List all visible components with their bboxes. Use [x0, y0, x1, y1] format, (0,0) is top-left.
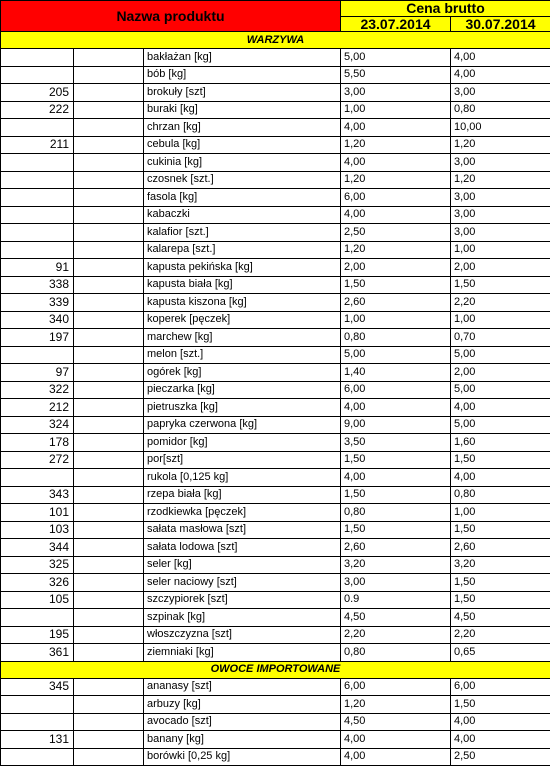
empty-cell	[74, 644, 144, 662]
price-date-2: 6,00	[451, 678, 550, 696]
empty-cell	[74, 154, 144, 172]
empty-cell	[74, 49, 144, 67]
price-date-1: 6,00	[341, 189, 451, 207]
product-code: 91	[1, 259, 74, 277]
price-date-1: 9,00	[341, 416, 451, 434]
price-date-1: 3,00	[341, 574, 451, 592]
price-date-1: 1,00	[341, 311, 451, 329]
table-row	[1, 311, 550, 329]
price-date-1: 6,00	[341, 678, 451, 696]
table-row	[1, 276, 550, 294]
price-date-1: 5,00	[341, 49, 451, 67]
price-date-1: 1,40	[341, 364, 451, 382]
product-code	[1, 346, 74, 364]
table-row	[1, 574, 550, 592]
product-code: 322	[1, 381, 74, 399]
empty-cell	[74, 171, 144, 189]
product-name: cukinia [kg]	[144, 154, 341, 172]
product-name: kapusta pekińska [kg]	[144, 259, 341, 277]
table-row	[1, 101, 550, 119]
price-date-2: 1,50	[451, 451, 550, 469]
table-row	[1, 591, 550, 609]
empty-cell	[74, 486, 144, 504]
product-code	[1, 119, 74, 137]
product-name: kapusta kiszona [kg]	[144, 294, 341, 312]
product-name: melon [szt.]	[144, 346, 341, 364]
price-date-1: 5,50	[341, 66, 451, 84]
empty-cell	[74, 539, 144, 557]
empty-cell	[74, 574, 144, 592]
product-name: kapusta biała [kg]	[144, 276, 341, 294]
product-code	[1, 206, 74, 224]
empty-cell	[74, 696, 144, 714]
table-row	[1, 556, 550, 574]
price-date-1: 1,20	[341, 171, 451, 189]
price-date-2: 4,00	[451, 49, 550, 67]
empty-cell	[74, 416, 144, 434]
empty-cell	[74, 504, 144, 522]
price-date-2: 4,00	[451, 731, 550, 749]
empty-cell	[74, 521, 144, 539]
price-date-1: 4,50	[341, 713, 451, 731]
price-date-2: 2,50	[451, 748, 550, 766]
price-date-1: 4,00	[341, 748, 451, 766]
product-name: chrzan [kg]	[144, 119, 341, 137]
product-name: cebula [kg]	[144, 136, 341, 154]
price-date-2: 5,00	[451, 346, 550, 364]
product-name: ziemniaki [kg]	[144, 644, 341, 662]
price-date-2: 1,20	[451, 136, 550, 154]
header-date-2: 30.07.2014	[451, 16, 550, 32]
empty-cell	[74, 241, 144, 259]
table-row	[1, 521, 550, 539]
product-name: bakłażan [kg]	[144, 49, 341, 67]
price-date-1: 4,00	[341, 469, 451, 487]
price-date-2: 1,60	[451, 434, 550, 452]
product-code: 197	[1, 329, 74, 347]
price-date-1: 6,00	[341, 381, 451, 399]
product-code	[1, 189, 74, 207]
table-row	[1, 451, 550, 469]
table-row	[1, 224, 550, 242]
product-name: pieczarka [kg]	[144, 381, 341, 399]
table-body	[1, 32, 550, 766]
product-code	[1, 154, 74, 172]
price-date-1: 0,80	[341, 504, 451, 522]
product-name: por[szt]	[144, 451, 341, 469]
product-code: 324	[1, 416, 74, 434]
section-row	[1, 32, 550, 49]
product-code: 211	[1, 136, 74, 154]
product-name: szpinak [kg]	[144, 609, 341, 627]
empty-cell	[74, 136, 144, 154]
empty-cell	[74, 101, 144, 119]
table-row	[1, 539, 550, 557]
price-date-2: 1,00	[451, 504, 550, 522]
price-date-2: 2,00	[451, 364, 550, 382]
product-name: arbuzy [kg]	[144, 696, 341, 714]
price-date-2: 1,00	[451, 311, 550, 329]
price-date-2: 4,50	[451, 609, 550, 627]
price-date-1: 2,60	[341, 294, 451, 312]
empty-cell	[74, 713, 144, 731]
price-date-1: 0,80	[341, 329, 451, 347]
product-name: avocado [szt]	[144, 713, 341, 731]
price-date-2: 3,00	[451, 84, 550, 102]
header-price-label: Cena brutto	[341, 1, 550, 17]
price-date-1: 2,50	[341, 224, 451, 242]
price-date-2: 1,50	[451, 276, 550, 294]
price-date-1: 1,20	[341, 136, 451, 154]
section-title: OWOCE IMPORTOWANE	[1, 661, 550, 678]
price-date-1: 4,00	[341, 119, 451, 137]
empty-cell	[74, 364, 144, 382]
product-code: 326	[1, 574, 74, 592]
product-code	[1, 609, 74, 627]
price-date-1: 4,00	[341, 731, 451, 749]
empty-cell	[74, 329, 144, 347]
price-date-2: 0,65	[451, 644, 550, 662]
empty-cell	[74, 66, 144, 84]
empty-cell	[74, 748, 144, 766]
product-name: kalafior [szt.]	[144, 224, 341, 242]
price-date-1: 3,00	[341, 84, 451, 102]
product-code: 205	[1, 84, 74, 102]
table-row	[1, 206, 550, 224]
empty-cell	[74, 189, 144, 207]
section-title: WARZYWA	[1, 32, 550, 49]
price-date-1: 1,50	[341, 451, 451, 469]
product-name: fasola [kg]	[144, 189, 341, 207]
product-name: brokuły [szt]	[144, 84, 341, 102]
header-product-name: Nazwa produktu	[1, 1, 341, 32]
price-date-1: 1,50	[341, 486, 451, 504]
empty-cell	[74, 609, 144, 627]
product-name: buraki [kg]	[144, 101, 341, 119]
table-row	[1, 171, 550, 189]
price-date-1: 4,50	[341, 609, 451, 627]
product-code: 101	[1, 504, 74, 522]
product-code	[1, 171, 74, 189]
product-name: rukola [0,125 kg]	[144, 469, 341, 487]
product-code	[1, 66, 74, 84]
product-name: banany [kg]	[144, 731, 341, 749]
product-code	[1, 696, 74, 714]
product-name: włoszczyzna [szt]	[144, 626, 341, 644]
price-date-1: 4,00	[341, 206, 451, 224]
price-date-1: 3,50	[341, 434, 451, 452]
price-date-1: 4,00	[341, 154, 451, 172]
table-row	[1, 294, 550, 312]
product-name: seler naciowy [szt]	[144, 574, 341, 592]
table-row	[1, 381, 550, 399]
product-name: bób [kg]	[144, 66, 341, 84]
empty-cell	[74, 451, 144, 469]
table-row	[1, 241, 550, 259]
product-code: 103	[1, 521, 74, 539]
price-date-2: 4,00	[451, 66, 550, 84]
table-row	[1, 49, 550, 67]
price-date-2: 10,00	[451, 119, 550, 137]
price-date-2: 3,00	[451, 154, 550, 172]
price-date-2: 2,20	[451, 626, 550, 644]
empty-cell	[74, 626, 144, 644]
table-row	[1, 364, 550, 382]
table-row	[1, 119, 550, 137]
empty-cell	[74, 311, 144, 329]
price-date-2: 3,20	[451, 556, 550, 574]
product-code: 212	[1, 399, 74, 417]
price-date-2: 3,00	[451, 224, 550, 242]
price-date-2: 1,20	[451, 171, 550, 189]
product-code: 339	[1, 294, 74, 312]
price-date-2: 1,50	[451, 521, 550, 539]
product-name: kalarepa [szt.]	[144, 241, 341, 259]
empty-cell	[74, 206, 144, 224]
empty-cell	[74, 434, 144, 452]
table-row	[1, 713, 550, 731]
product-code	[1, 224, 74, 242]
empty-cell	[74, 678, 144, 696]
price-date-1: 0,80	[341, 644, 451, 662]
product-name: ogórek [kg]	[144, 364, 341, 382]
product-name: rzepa biała [kg]	[144, 486, 341, 504]
price-date-2: 2,60	[451, 539, 550, 557]
table-row	[1, 416, 550, 434]
empty-cell	[74, 469, 144, 487]
table-row	[1, 678, 550, 696]
table-row	[1, 609, 550, 627]
product-code	[1, 241, 74, 259]
price-date-1: 3,20	[341, 556, 451, 574]
product-code	[1, 748, 74, 766]
price-date-2: 5,00	[451, 381, 550, 399]
price-date-1: 1,50	[341, 276, 451, 294]
table-row	[1, 136, 550, 154]
product-code: 361	[1, 644, 74, 662]
product-code: 325	[1, 556, 74, 574]
product-name: borówki [0,25 kg]	[144, 748, 341, 766]
table-row	[1, 66, 550, 84]
empty-cell	[74, 119, 144, 137]
price-date-1: 1,50	[341, 521, 451, 539]
price-date-1: 4,00	[341, 399, 451, 417]
product-name: sałata lodowa [szt]	[144, 539, 341, 557]
product-code: 272	[1, 451, 74, 469]
price-date-1: 0.9	[341, 591, 451, 609]
product-name: czosnek [szt.]	[144, 171, 341, 189]
header-date-1: 23.07.2014	[341, 16, 451, 32]
product-code: 222	[1, 101, 74, 119]
product-code: 195	[1, 626, 74, 644]
price-date-2: 2,20	[451, 294, 550, 312]
empty-cell	[74, 381, 144, 399]
price-date-2: 5,00	[451, 416, 550, 434]
empty-cell	[74, 556, 144, 574]
price-date-1: 2,20	[341, 626, 451, 644]
product-name: sałata masłowa [szt]	[144, 521, 341, 539]
product-code: 131	[1, 731, 74, 749]
product-code	[1, 469, 74, 487]
product-code: 178	[1, 434, 74, 452]
empty-cell	[74, 399, 144, 417]
price-date-2: 4,00	[451, 713, 550, 731]
price-date-2: 0,80	[451, 101, 550, 119]
price-date-1: 5,00	[341, 346, 451, 364]
product-name: ananasy [szt]	[144, 678, 341, 696]
price-date-1: 2,00	[341, 259, 451, 277]
empty-cell	[74, 259, 144, 277]
price-date-2: 2,00	[451, 259, 550, 277]
product-name: szczypiorek [szt]	[144, 591, 341, 609]
price-date-1: 1,00	[341, 101, 451, 119]
product-code: 345	[1, 678, 74, 696]
product-code: 338	[1, 276, 74, 294]
empty-cell	[74, 224, 144, 242]
product-name: kabaczki	[144, 206, 341, 224]
product-code: 97	[1, 364, 74, 382]
table-row	[1, 84, 550, 102]
table-row	[1, 346, 550, 364]
price-date-2: 4,00	[451, 469, 550, 487]
price-date-2: 3,00	[451, 206, 550, 224]
product-name: pomidor [kg]	[144, 434, 341, 452]
price-date-2: 1,50	[451, 574, 550, 592]
product-code: 105	[1, 591, 74, 609]
table-row	[1, 504, 550, 522]
product-name: seler [kg]	[144, 556, 341, 574]
empty-cell	[74, 84, 144, 102]
table-row	[1, 259, 550, 277]
product-name: koperek [pęczek]	[144, 311, 341, 329]
price-date-2: 1,50	[451, 696, 550, 714]
table-row	[1, 189, 550, 207]
price-date-2: 1,50	[451, 591, 550, 609]
product-name: pietruszka [kg]	[144, 399, 341, 417]
table-row	[1, 731, 550, 749]
empty-cell	[74, 276, 144, 294]
price-date-2: 3,00	[451, 189, 550, 207]
product-name: rzodkiewka [pęczek]	[144, 504, 341, 522]
product-name: papryka czerwona [kg]	[144, 416, 341, 434]
price-date-1: 1,20	[341, 241, 451, 259]
table-row	[1, 696, 550, 714]
price-date-1: 1,20	[341, 696, 451, 714]
empty-cell	[74, 591, 144, 609]
table-row	[1, 644, 550, 662]
product-code	[1, 49, 74, 67]
price-date-2: 1,00	[451, 241, 550, 259]
empty-cell	[74, 346, 144, 364]
empty-cell	[74, 731, 144, 749]
table-row	[1, 486, 550, 504]
product-code	[1, 713, 74, 731]
table-row	[1, 469, 550, 487]
table-row	[1, 154, 550, 172]
table-row	[1, 399, 550, 417]
table-row	[1, 626, 550, 644]
price-date-2: 0,80	[451, 486, 550, 504]
product-name: marchew [kg]	[144, 329, 341, 347]
product-code: 340	[1, 311, 74, 329]
table-row	[1, 434, 550, 452]
table-row	[1, 329, 550, 347]
table-row	[1, 748, 550, 766]
product-code: 343	[1, 486, 74, 504]
empty-cell	[74, 294, 144, 312]
section-row	[1, 661, 550, 678]
price-date-2: 4,00	[451, 399, 550, 417]
product-code: 344	[1, 539, 74, 557]
price-date-1: 2,60	[341, 539, 451, 557]
price-date-2: 0,70	[451, 329, 550, 347]
